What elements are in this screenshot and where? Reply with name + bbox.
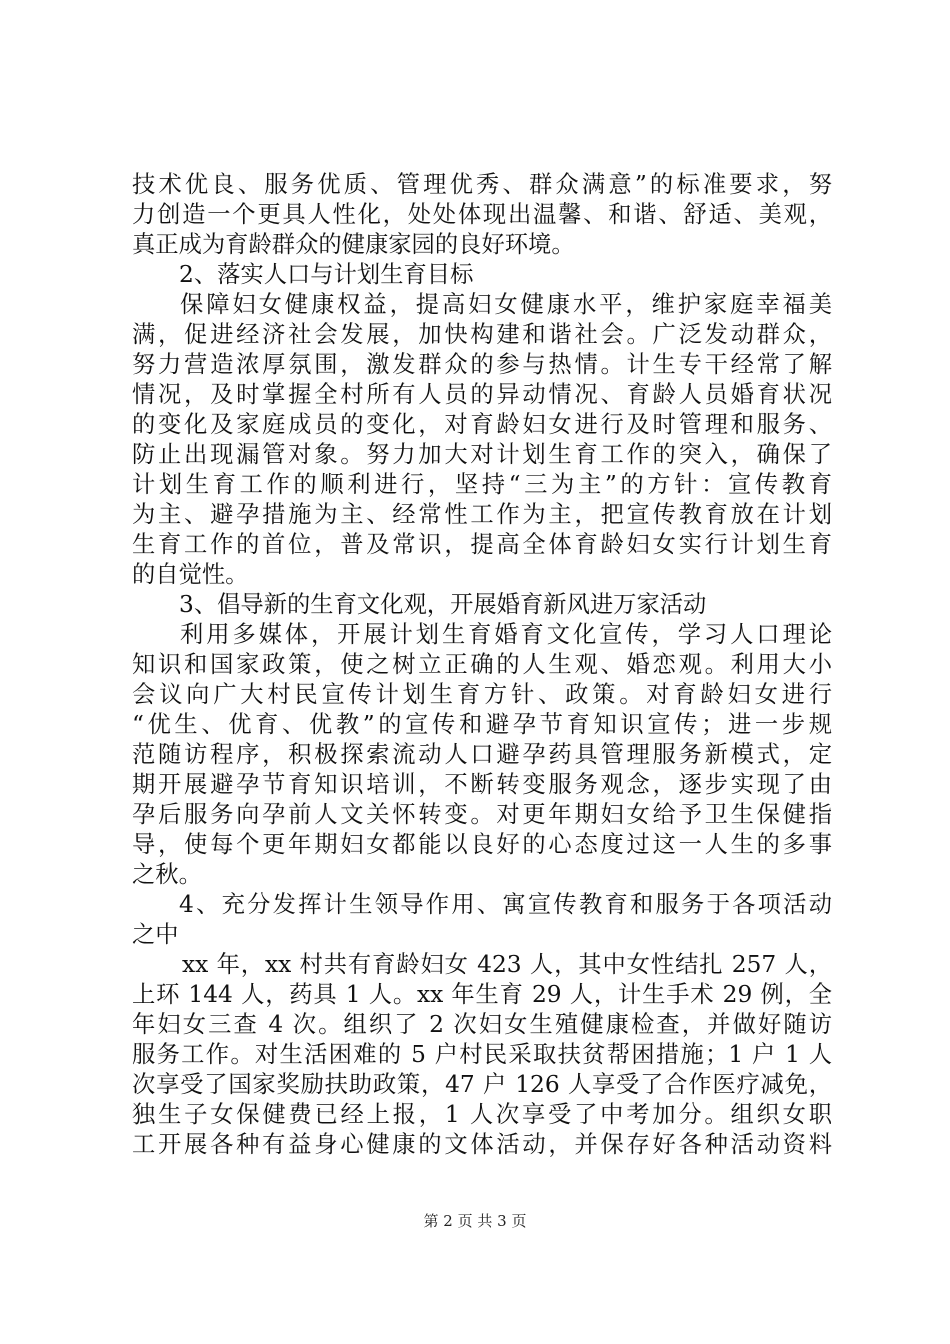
text-lines <box>132 170 832 1160</box>
text-line: 努力营造浓厚氛围，激发群众的参与热情。计生专干经常了解 <box>132 351 832 378</box>
text-line: 真正成为育龄群众的健康家园的良好环境。 <box>132 231 575 258</box>
text-line: 为主、避孕措施为主、经常性工作为主，把宣传教育放在计划 <box>132 501 832 528</box>
section-heading: 4、充分发挥计生领导作用、寓宣传教育和服务于各项活动 <box>179 891 832 918</box>
page-footer: 第 2 页 共 3 页 <box>423 1212 527 1230</box>
text-line: 生育工作的首位，普及常识，提高全体育龄妇女实行计划生育 <box>132 531 832 558</box>
section-heading: 3、倡导新的生育文化观，开展婚育新风进万家活动 <box>179 591 707 618</box>
text-line: 保障妇女健康权益，提高妇女健康水平，维护家庭幸福美 <box>180 291 832 318</box>
text-line: 力创造一个更具人性化，处处体现出温馨、和谐、舒适、美观， <box>132 201 832 228</box>
text-line: 年妇女三查 4 次。组织了 2 次妇女生殖健康检查，并做好随访 <box>132 1011 832 1038</box>
text-line: 孕后服务向孕前人文关怀转变。对更年期妇女给予卫生保健指 <box>132 801 832 828</box>
text-line: xx 年，xx 村共有育龄妇女 423 人，其中女性结扎 257 人， <box>182 951 832 978</box>
text-line: 计划生育工作的顺利进行，坚持“三为主”的方针：宣传教育 <box>132 471 832 498</box>
document-body <box>132 170 832 1160</box>
text-line: 之秋。 <box>132 861 202 888</box>
text-line: 会议向广大村民宣传计划生育方针、政策。对育龄妇女进行 <box>132 681 832 708</box>
text-line: 满，促进经济社会发展，加快构建和谐社会。广泛发动群众， <box>132 321 832 348</box>
text-line: 技术优良、服务优质、管理优秀、群众满意”的标准要求，努 <box>132 171 832 198</box>
text-line: “优生、优育、优教”的宣传和避孕节育知识宣传；进一步规 <box>132 711 832 738</box>
text-line: 的自觉性。 <box>132 561 249 588</box>
text-line: 工开展各种有益身心健康的文体活动，并保存好各种活动资料 <box>132 1131 832 1158</box>
section-heading: 2、落实人口与计划生育目标 <box>179 261 474 288</box>
text-line: 情况，及时掌握全村所有人员的异动情况、育龄人员婚育状况 <box>132 381 832 408</box>
text-line: 的变化及家庭成员的变化，对育龄妇女进行及时管理和服务、 <box>132 411 832 438</box>
text-line: 防止出现漏管对象。努力加大对计划生育工作的突入，确保了 <box>132 441 832 468</box>
text-line: 之中 <box>132 921 179 948</box>
text-line: 知识和国家政策，使之树立正确的人生观、婚恋观。利用大小 <box>132 651 832 678</box>
text-line: 次享受了国家奖励扶助政策，47 户 126 人享受了合作医疗减免， <box>132 1071 832 1098</box>
text-line: 独生子女保健费已经上报，1 人次享受了中考加分。组织女职 <box>132 1101 832 1128</box>
text-line: 服务工作。对生活困难的 5 户村民采取扶贫帮困措施；1 户 1 人 <box>132 1041 832 1068</box>
text-line: 上环 144 人，药具 1 人。xx 年生育 29 人，计生手术 29 例，全 <box>132 981 832 1008</box>
text-line: 范随访程序，积极探索流动人口避孕药具管理服务新模式，定 <box>132 741 832 768</box>
text-line: 导，使每个更年期妇女都能以良好的心态度过这一人生的多事 <box>132 831 832 858</box>
text-line: 利用多媒体，开展计划生育婚育文化宣传，学习人口理论 <box>180 621 832 648</box>
text-line: 期开展避孕节育知识培训，不断转变服务观念，逐步实现了由 <box>132 771 832 798</box>
